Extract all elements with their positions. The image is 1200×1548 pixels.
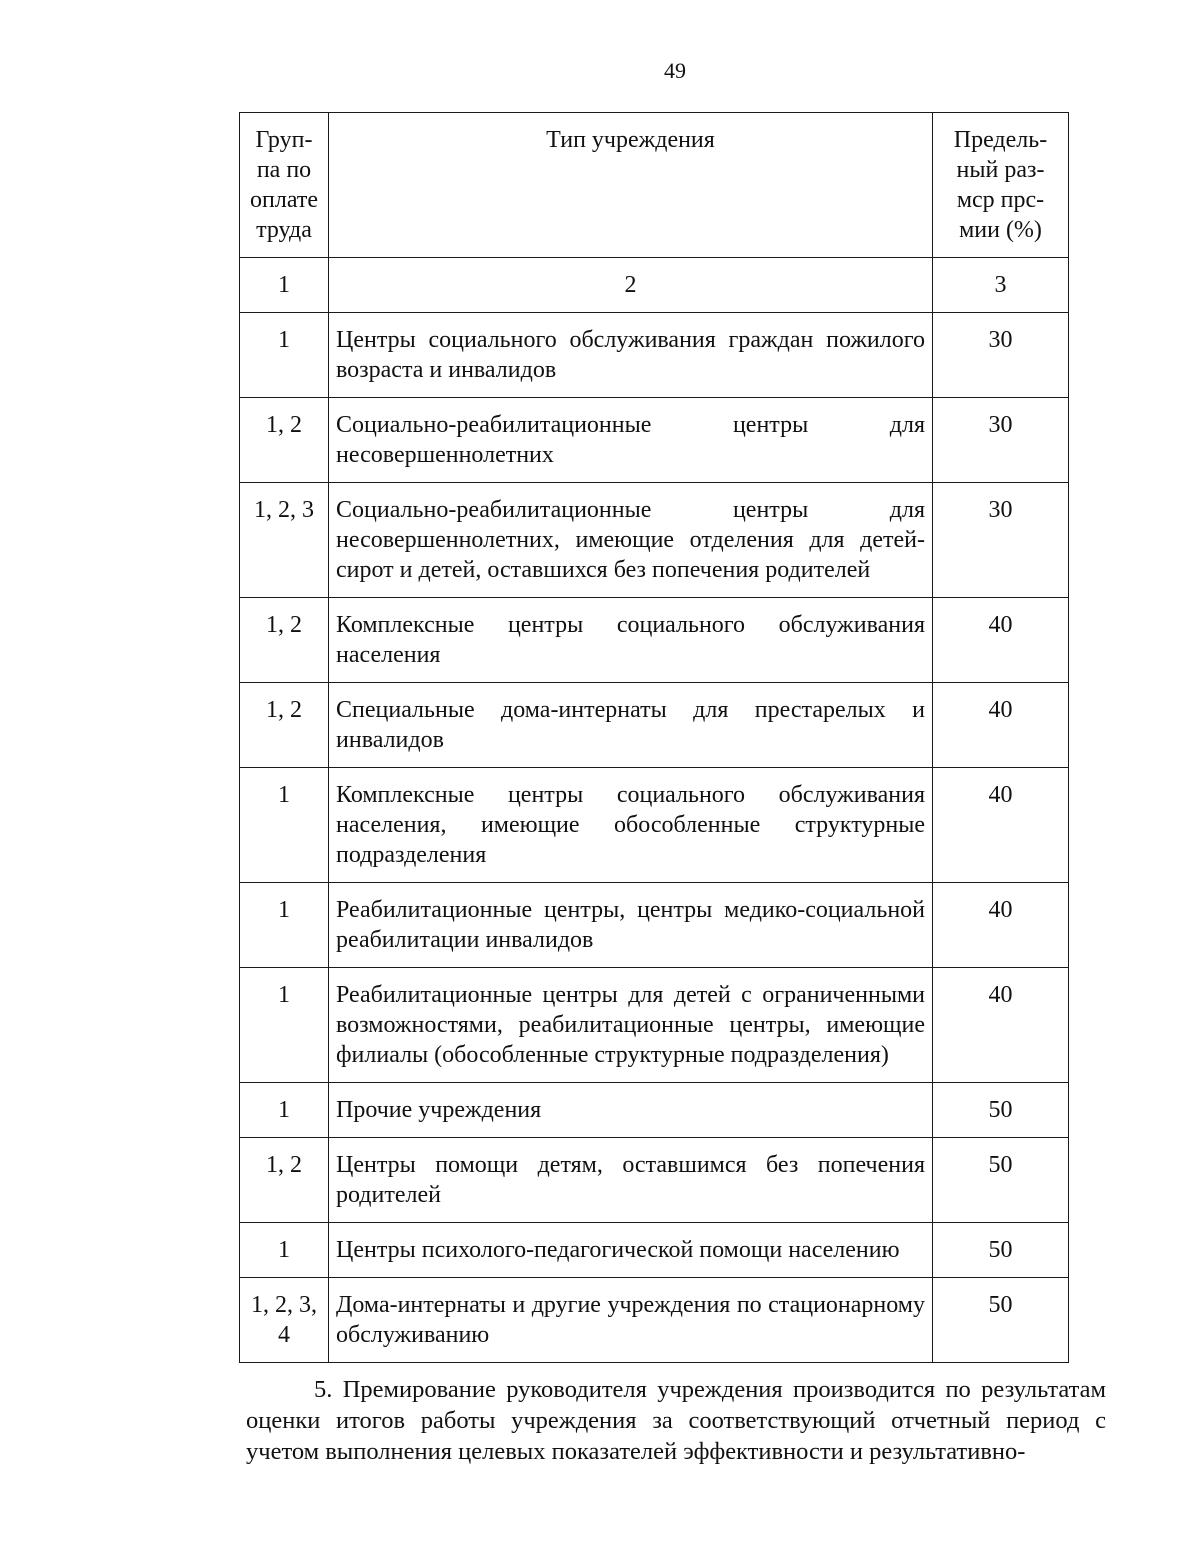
bonus-percent-cell: 50	[933, 1278, 1069, 1363]
table-row	[240, 483, 1069, 598]
paragraph-text: 5. Премирование руководителя учреждения производится по результатам оценки итогов работы учреждения за соответствующий отчетный период с учетом выполнения целевых показателей эффективности и результативно-	[246, 1376, 1106, 1465]
institution-type-cell: Социально-реабилитационные центры для несовершеннолетних, имеющие отделения для детей-сирот и детей, оставшихся без попечения родителей	[329, 483, 933, 598]
table-row	[240, 1223, 1069, 1278]
bonus-percent-cell: 40	[933, 883, 1069, 968]
table-row	[240, 1138, 1069, 1223]
group-cell: 1	[240, 968, 329, 1083]
table-row	[240, 683, 1069, 768]
bonus-percent-cell: 30	[933, 398, 1069, 483]
institution-type-cell: Центры социального обслуживания граждан пожилого возраста и инвалидов	[329, 313, 933, 398]
table-row	[240, 398, 1069, 483]
group-cell: 1, 2	[240, 683, 329, 768]
bonus-percent-cell: 50	[933, 1223, 1069, 1278]
paragraph-5	[246, 1374, 1106, 1467]
table-row	[240, 598, 1069, 683]
bonus-percent-cell: 30	[933, 483, 1069, 598]
column-number: 3	[933, 258, 1069, 313]
bonus-percent-cell: 50	[933, 1138, 1069, 1223]
institution-type-cell: Центры психолого-педагогической помощи населению	[329, 1223, 933, 1278]
table-row	[240, 968, 1069, 1083]
institution-type-cell: Комплексные центры социального обслуживания населения, имеющие обособленные структурные подразделения	[329, 768, 933, 883]
table-header-row	[240, 113, 1069, 258]
column-number: 1	[240, 258, 329, 313]
institution-type-cell: Реабилитационные центры, центры медико-социальной реабилитации инвалидов	[329, 883, 933, 968]
bonus-table	[239, 112, 1069, 1363]
institution-type-cell: Реабилитационные центры для детей с ограниченными возможностями, реабилитационные центры, имеющие филиалы (обособленные структурные подразделения)	[329, 968, 933, 1083]
table-row	[240, 1083, 1069, 1138]
group-cell: 1	[240, 1223, 329, 1278]
table-row	[240, 313, 1069, 398]
header-group: Груп- па по оплате труда	[240, 113, 329, 258]
group-cell: 1, 2	[240, 398, 329, 483]
bonus-percent-cell: 40	[933, 683, 1069, 768]
institution-type-cell: Дома-интернаты и другие учреждения по стационарному обслуживанию	[329, 1278, 933, 1363]
group-cell: 1	[240, 768, 329, 883]
institution-type-cell: Социально-реабилитационные центры для несовершеннолетних	[329, 398, 933, 483]
bonus-percent-cell: 40	[933, 768, 1069, 883]
table-row	[240, 883, 1069, 968]
bonus-percent-cell: 40	[933, 598, 1069, 683]
institution-type-cell: Прочие учреждения	[329, 1083, 933, 1138]
institution-type-cell: Специальные дома-интернаты для престарелых и инвалидов	[329, 683, 933, 768]
header-type: Тип учреждения	[329, 113, 933, 258]
group-cell: 1, 2, 3	[240, 483, 329, 598]
table-row	[240, 1278, 1069, 1363]
header-max-bonus: Предель- ный раз- мср прс- мии (%)	[933, 113, 1069, 258]
group-cell: 1, 2	[240, 598, 329, 683]
group-cell: 1	[240, 883, 329, 968]
institution-type-cell: Центры помощи детям, оставшимся без попечения родителей	[329, 1138, 933, 1223]
bonus-percent-cell: 40	[933, 968, 1069, 1083]
bonus-percent-cell: 30	[933, 313, 1069, 398]
institution-type-cell: Комплексные центры социального обслуживания населения	[329, 598, 933, 683]
group-cell: 1	[240, 1083, 329, 1138]
group-cell: 1	[240, 313, 329, 398]
page-number: 49	[664, 58, 686, 83]
table-row	[240, 768, 1069, 883]
bonus-percent-cell: 50	[933, 1083, 1069, 1138]
column-number-row	[240, 258, 1069, 313]
group-cell: 1, 2, 3, 4	[240, 1278, 329, 1363]
group-cell: 1, 2	[240, 1138, 329, 1223]
column-number: 2	[329, 258, 933, 313]
